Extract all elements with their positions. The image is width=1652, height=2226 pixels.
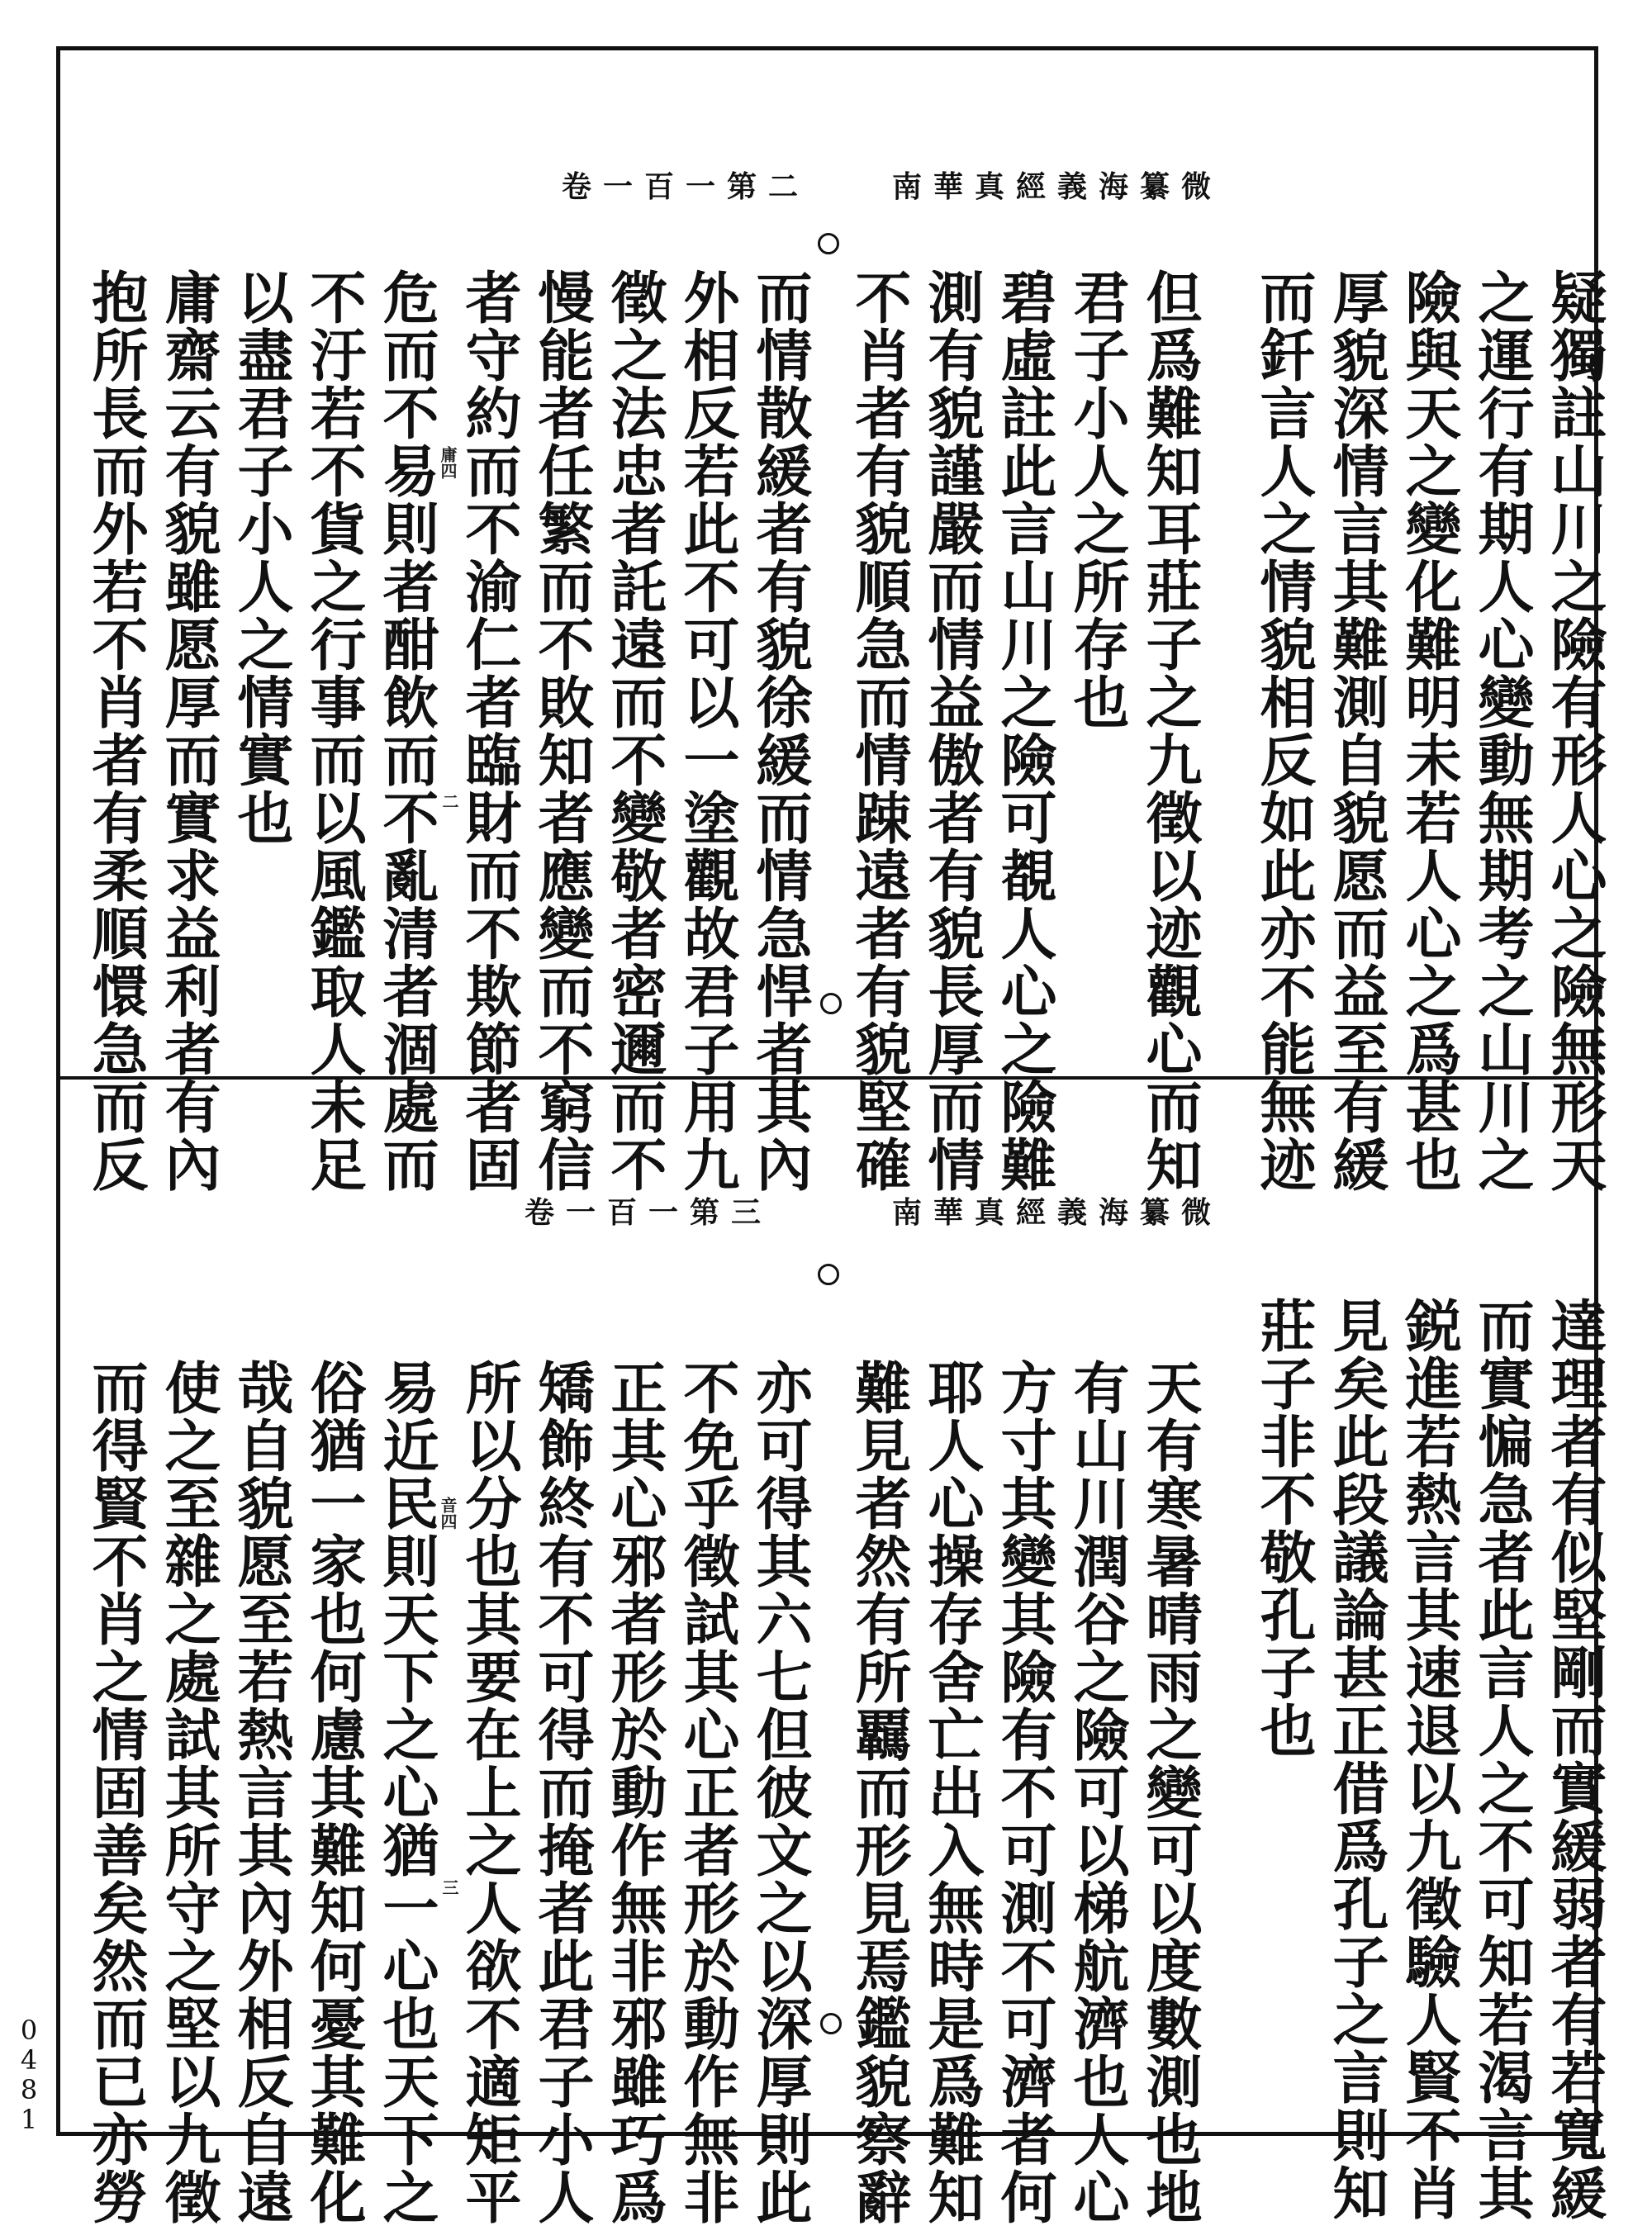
- bottom-col-11: 亦可得其六七但彼文之以深厚則此: [747, 1359, 813, 2226]
- bottom-header: [525, 1189, 1222, 1230]
- top-col-14: 慢能者任繁而不敗知者應變而不窮信: [529, 268, 595, 1194]
- page-number-digit: 1: [20, 2104, 38, 2135]
- top-col-19: 庸齋云有貌雖愿厚而實求益利者有內: [155, 268, 221, 1194]
- bottom-volume-label: 卷一百一第三: [525, 1195, 773, 1230]
- bottom-col-9: 耶人心操存舍亡出入無時是爲難知: [919, 1359, 985, 2226]
- bottom-col-3: 鋭進若熱言其速退以九徵驗人賢不肖: [1396, 1297, 1462, 2222]
- bottom-col-6: 天有寒暑晴雨之變可以度數測也地: [1137, 1359, 1203, 2226]
- top-col-16: 危而不易則者酣飲而不亂清者涸處而: [373, 268, 439, 1194]
- bottom-note-1: 音四: [438, 1497, 458, 1530]
- bottom-circle-mark: [818, 1264, 839, 1285]
- bottom-circle-mark-2: [820, 2013, 842, 2034]
- top-col-9: 測有貌謹嚴而情益傲者有貌長厚而情: [919, 268, 985, 1194]
- bottom-col-16: 易近民則天下之心猶一心也天下之: [373, 1359, 439, 2226]
- bottom-col-8: 方寸其變其險有不可測不可濟者何: [991, 1359, 1057, 2226]
- top-col-15: 者守約而不渝仁者臨財而不欺節者固: [456, 268, 522, 1194]
- top-col-8: 碧虛註此言山川之險可覩人心之險難: [991, 268, 1057, 1194]
- bottom-col-19: 使之至雜之處試其所守之堅以九徵: [155, 1359, 221, 2226]
- top-circle-mark-2: [820, 993, 842, 1014]
- bottom-book-title: 南華真經義海纂微: [891, 1195, 1222, 1230]
- top-col-5: 而釺言人之情貌相反如此亦不能無迹: [1251, 268, 1317, 1194]
- bottom-col-12: 不免乎徵試其心正者形於動作無非: [674, 1359, 740, 2226]
- page-number: [17, 2015, 41, 2134]
- top-note-1: 庸四: [438, 446, 458, 479]
- top-col-2: 之運行有期人心變動無期考之山川之: [1469, 268, 1535, 1194]
- top-col-1: 疑獨註山川之險有形人心之險無形天: [1541, 268, 1607, 1194]
- top-col-7: 君子小人之所存也: [1064, 268, 1130, 731]
- bottom-col-18: 哉自貌愿至若熱言其內外相反自遠: [228, 1359, 294, 2226]
- bottom-note-2: 三: [439, 1879, 459, 1896]
- bottom-col-15: 所以分也其要在上之人欲不適矩平: [456, 1359, 522, 2226]
- bottom-col-7: 有山川潤谷之險可以梯航濟也人心: [1064, 1359, 1130, 2226]
- top-col-20: 抱所長而外若不肖者有柔順懁急而反: [83, 268, 149, 1194]
- top-col-3: 險與天之變化難明未若人心之爲甚也: [1396, 268, 1462, 1194]
- bottom-col-10: 難見者然有所覊而形見焉鑑貌察辭: [846, 1359, 912, 2226]
- page-number-digit: 8: [20, 2074, 38, 2105]
- top-col-18: 以盡君子小人之情實也: [228, 268, 294, 847]
- bottom-col-17: 俗猶一家也何慮其難知何憂其難化: [301, 1359, 367, 2226]
- top-col-4: 厚貌深情言其難測自貌愿而益至有緩: [1323, 268, 1389, 1194]
- top-col-12: 外相反若此不可以一塗觀故君子用九: [674, 268, 740, 1194]
- page-number-digit: 0: [20, 2015, 38, 2046]
- bottom-col-1: 達理者有似堅剛而實緩弱者有若寬緩: [1541, 1297, 1607, 2222]
- top-col-17: 不汙若不貨之行事而以風鑑取人未足: [301, 268, 367, 1194]
- bottom-col-5: 莊子非不敬孔子也: [1251, 1297, 1317, 1759]
- top-note-2: 二: [439, 793, 459, 809]
- bottom-col-20: 而得賢不肖之情固善矣然而已亦勞: [83, 1359, 149, 2226]
- top-book-title: 南華真經義海纂微: [891, 169, 1222, 204]
- bottom-col-13: 正其心邪者形於動作無非邪雖巧爲: [601, 1359, 667, 2226]
- top-volume-label: 卷一百一第二: [562, 169, 810, 204]
- bottom-col-2: 而實惼急者此言人之不可知若渴言其: [1469, 1297, 1535, 2222]
- top-col-13: 徵之法忠者託遠而不變敬者密邇而不: [601, 268, 667, 1194]
- bottom-col-14: 矯飾終有不可得而掩者此君子小人: [529, 1359, 595, 2226]
- top-col-11: 而情散緩者有貌徐緩而情急悍者其內: [747, 268, 813, 1194]
- top-col-6: 但爲難知耳莊子之九徵以迹觀心而知: [1137, 268, 1203, 1194]
- top-circle-mark: [818, 233, 839, 254]
- bottom-col-4: 見矣此段議論甚正借爲孔子之言則知: [1323, 1297, 1389, 2222]
- top-header: [562, 164, 1222, 204]
- top-col-10: 不肖者有貌順急而情踈遠者有貌堅確: [846, 268, 912, 1194]
- page-number-digit: 4: [20, 2044, 38, 2076]
